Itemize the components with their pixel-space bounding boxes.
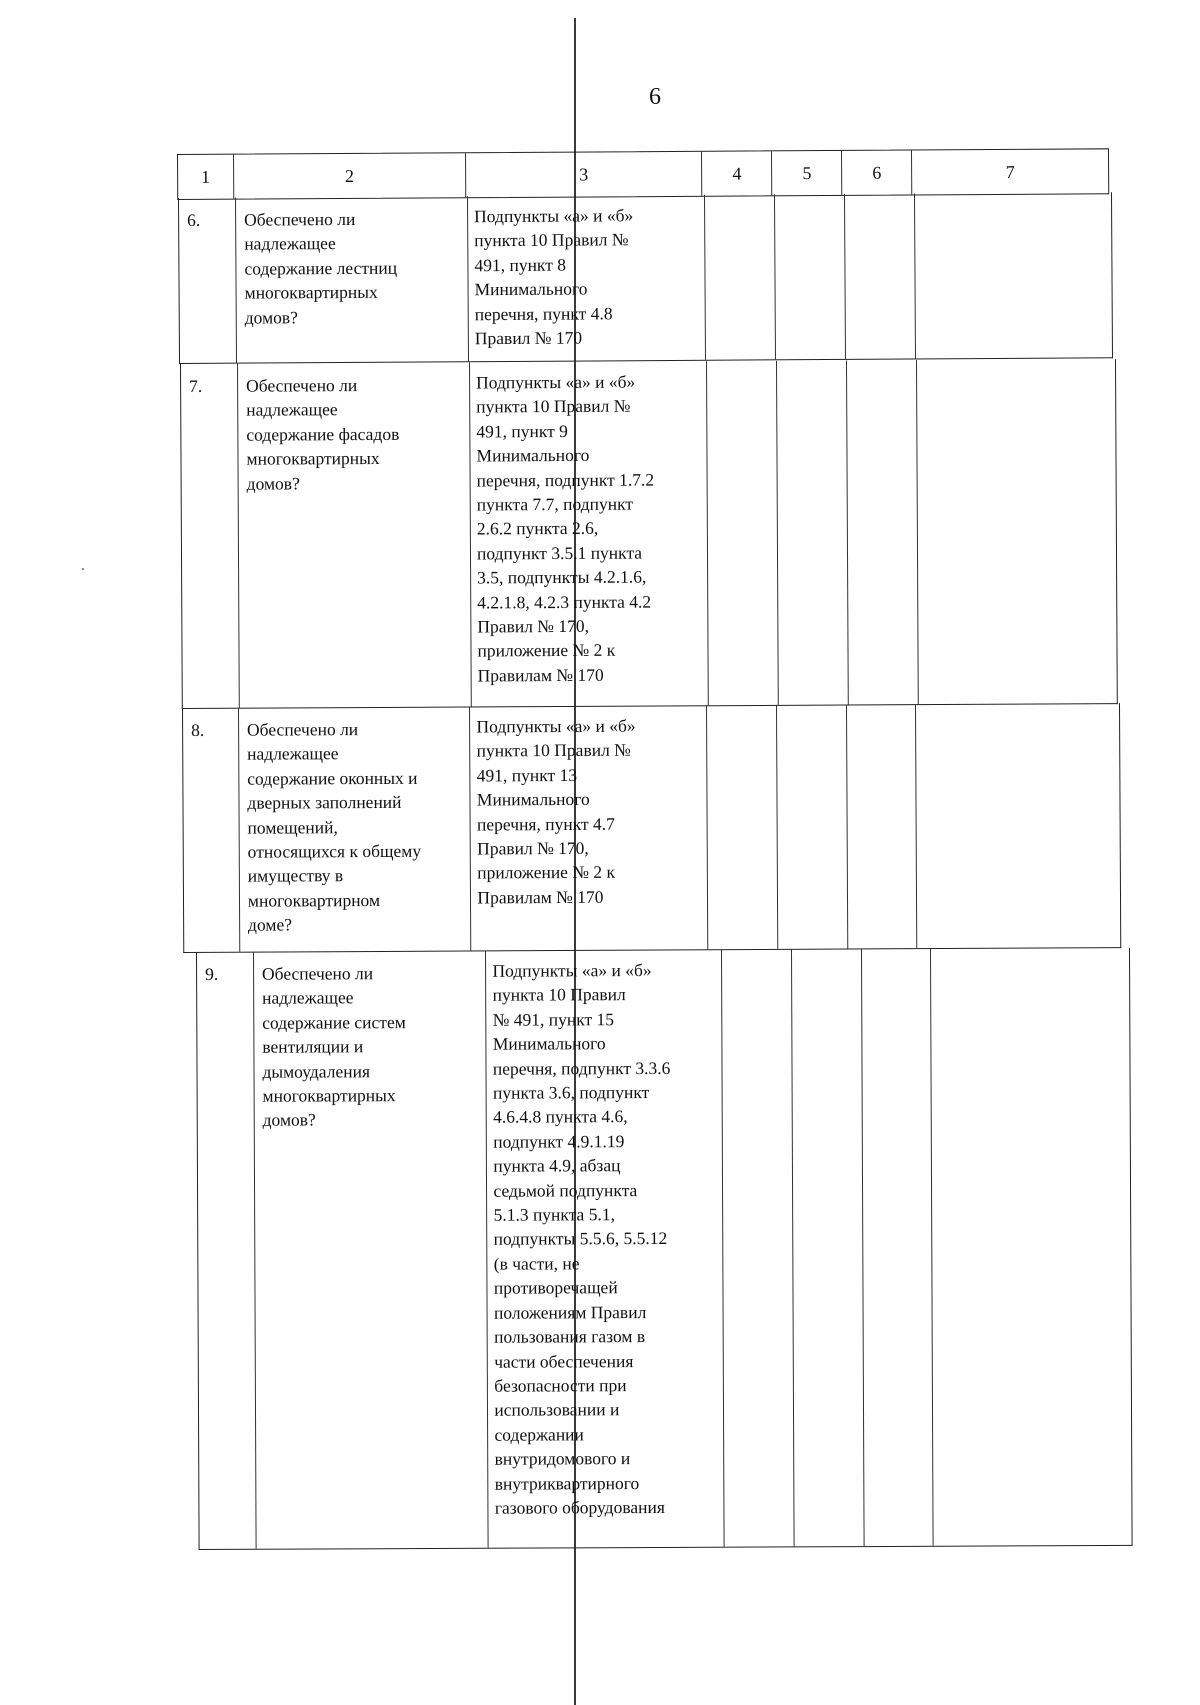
header-col-6: 6 (842, 151, 912, 195)
row-col-5 (792, 949, 864, 1546)
row-reference: Подпункты «а» и «б» пункта 10 Правил № 491, пункт 15 Минимального перечня, подпункт 3.3.6 пункта 3.6, подпункт 4.6.4.8 пункта 4.6, подпункт 4.9.1.19 пункта 4.9, абзац седьмой подпункта 5.1.3 пункта 5.1, подпункты 5.5.6, 5.5.12 (в части, не противоречащей положениям Правил пользования газом в части обеспечения безопасности при использовании и содержании внутридомового и внутриквартирного газового оборудования (486, 950, 724, 1548)
row-col-6 (862, 949, 934, 1546)
row-number: 9. (197, 952, 256, 1549)
row-col-5 (777, 361, 849, 705)
row-col-7 (915, 192, 1112, 358)
row-col-4 (705, 194, 776, 359)
row-col-7 (916, 703, 1120, 948)
row-col-6 (847, 704, 918, 948)
row-col-5 (775, 194, 846, 359)
row-question: Обеспечено ли надлежащее содержание систем вентиляции и дымоудаления многоквартирных домов? (254, 951, 489, 1549)
row-col-4 (722, 949, 794, 1546)
page-number: 6 (649, 84, 661, 110)
header-col-7: 7 (1005, 161, 1015, 182)
table-row (196, 948, 1133, 1550)
header-col-5: 5 (772, 151, 842, 195)
row-col-7 (931, 948, 1131, 1546)
row-number: 7. (181, 364, 240, 708)
row-number: 6. (179, 198, 237, 363)
header-col-4: 4 (702, 151, 772, 195)
scan-artifact-dot (82, 568, 84, 570)
row-col-5 (777, 705, 848, 949)
row-col-6 (845, 193, 916, 358)
row-question: Обеспечено ли надлежащее содержание лестниц многоквартирных домов? (236, 196, 469, 362)
row-number: 8. (183, 708, 240, 952)
row-reference: Подпункты «а» и «б» пункта 10 Правил № 491, пункт 9 Минимального перечня, подпункт 1.7.2 пункта 7.7, подпункт 2.6.2 пункта 2.6, подпункт 3.5.1 пункта 3.5, подпункты 4.2.1.6, 4.2.1.8, 4.2.3 пункта 4.2 Правил № 170, приложение № 2 к Правилам № 170 (470, 361, 709, 706)
row-col-4 (707, 361, 779, 705)
row-col-4 (707, 705, 778, 949)
header-col-2: 2 (234, 153, 466, 198)
table-row (182, 703, 1121, 953)
header-col-3: 3 (466, 152, 703, 197)
header-col-1: 1 (178, 155, 234, 199)
row-reference: Подпункты «а» и «б» пункта 10 Правил № 491, пункт 8 Минимального перечня, пункт 4.8 Правил № 170 (468, 195, 706, 361)
row-reference: Подпункты «а» и «б» пункта 10 Правил № 491, пункт 13 Минимального перечня, пункт 4.7 Правил № 170, приложение № 2 к Правилам № 170 (470, 705, 708, 950)
table-row (178, 192, 1113, 364)
row-col-7 (917, 359, 1117, 704)
row-col-6 (847, 360, 919, 704)
row-question: Обеспечено ли надлежащее содержание фасадов многоквартирных домов? (238, 362, 472, 707)
row-question: Обеспечено ли надлежащее содержание оконных и дверных заполнений помещений, относящихся к общему имуществу в многоквартирном доме? (239, 706, 472, 951)
table-row (180, 359, 1118, 709)
